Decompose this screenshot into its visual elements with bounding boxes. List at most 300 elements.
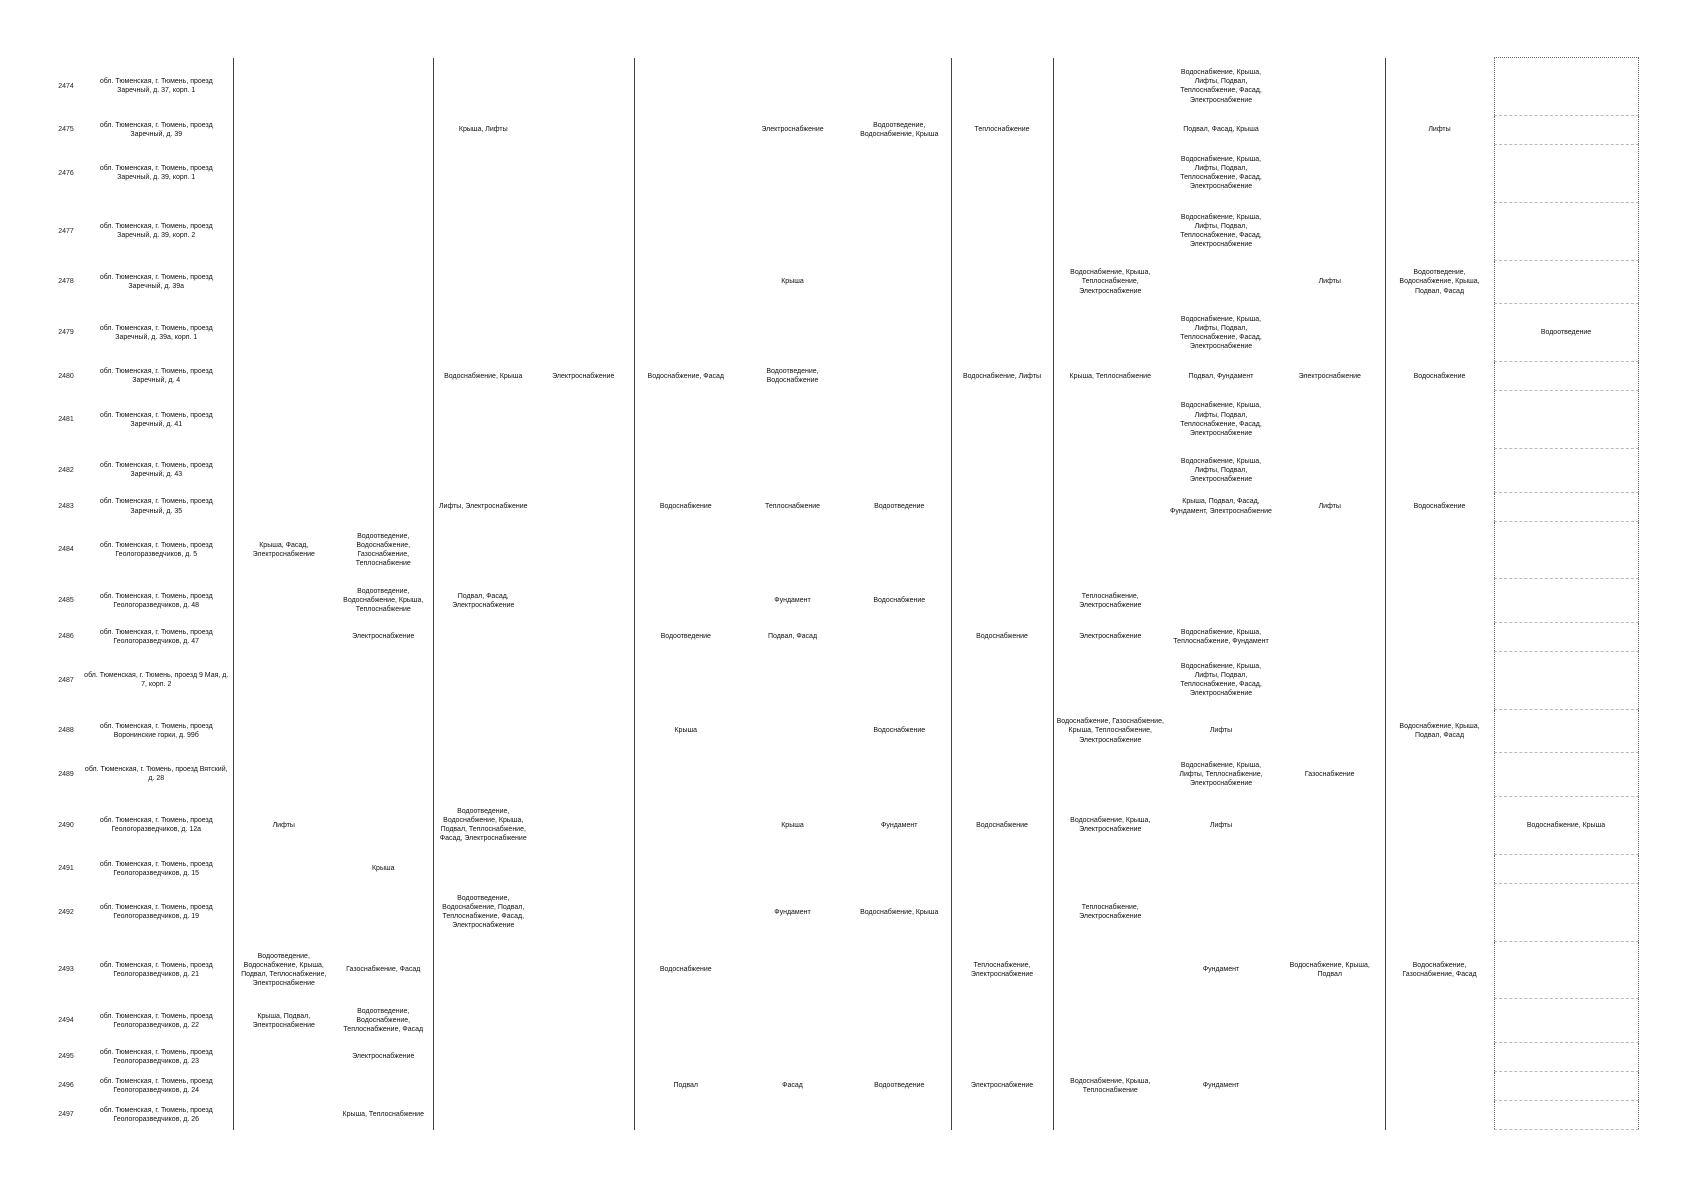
work-cell: [737, 709, 848, 752]
work-cell: [233, 449, 334, 492]
work-cell: [1275, 449, 1385, 492]
address-cell: обл. Тюменская, г. Тюмень, проезд Заречный, д. 37, корп. 1: [99, 78, 213, 95]
work-cell: Водоотведение, Водоснабжение, Крыша, Подвал, Теплоснабжение, Фасад, Электроснабжение: [433, 796, 533, 854]
work-cell: [1385, 796, 1494, 854]
work-cell: [1167, 521, 1275, 579]
work-cell: Водоснабжение, Крыша, Лифты, Теплоснабжение, Электроснабжение: [1179, 761, 1263, 788]
address-cell: обл. Тюменская, г. Тюмень, проезд Заречный, д. 43: [99, 462, 213, 479]
work-cell: [533, 492, 634, 521]
work-cell: [1167, 1100, 1275, 1129]
work-cell: [1385, 622, 1494, 651]
work-cell: Крыша: [781, 821, 804, 829]
work-cell: [634, 753, 737, 796]
table-row: [52, 941, 1638, 999]
work-cell: Водоснабжение, Крыша: [433, 362, 533, 391]
work-cell: [334, 304, 433, 362]
work-cell: [951, 753, 1053, 796]
address-cell: обл. Тюменская, г. Тюмень, проезд Геологоразведчиков, д. 47: [99, 628, 213, 645]
work-cell: [634, 1100, 737, 1129]
work-cell: [1385, 651, 1494, 709]
work-cell: [334, 753, 433, 796]
work-cell: [848, 521, 951, 579]
work-cell: Водоснабжение: [634, 492, 737, 521]
work-cell: Крыша, Лифты: [433, 115, 533, 144]
work-cell: Крыша: [634, 709, 737, 752]
work-cell: Водоотведение, Водоснабжение, Крыша, Подвал, Теплоснабжение, Электроснабжение: [233, 941, 334, 999]
work-cell: [334, 115, 433, 144]
work-cell: [1275, 854, 1385, 883]
work-cell: [533, 651, 634, 709]
address-cell: обл. Тюменская, г. Тюмень, проезд Заречный, д. 39, корп. 2: [99, 223, 213, 240]
work-cell: Водоснабжение: [873, 597, 926, 605]
work-cell: [634, 521, 737, 579]
work-cell: Водоснабжение, Крыша, Лифты, Подвал, Теплоснабжение, Фасад, Электроснабжение: [1180, 156, 1262, 191]
work-cell: [634, 144, 737, 202]
work-cell: [533, 579, 634, 622]
work-cell: [233, 58, 334, 116]
work-cell: Водоснабжение, Крыша, Подвал: [1289, 961, 1370, 979]
row-number: 2496: [58, 1082, 74, 1090]
work-cell: Теплоснабжение: [951, 115, 1053, 144]
work-cell: [1053, 492, 1167, 521]
work-cell: [951, 260, 1053, 303]
work-cell: [1053, 304, 1167, 362]
work-cell: Электроснабжение: [352, 1053, 415, 1061]
row-number: 2486: [58, 633, 74, 641]
work-cell: Водоотведение, Водоснабжение, Подвал, Теплоснабжение, Фасад, Электроснабжение: [433, 883, 533, 941]
address-cell: обл. Тюменская, г. Тюмень, проезд Геологоразведчиков, д. 12а: [99, 817, 213, 834]
work-cell: [533, 202, 634, 260]
work-cell: [1275, 796, 1385, 854]
table-row: [52, 796, 1638, 854]
work-cell: [1275, 58, 1385, 116]
work-cell: [634, 999, 737, 1042]
work-cell: [233, 1042, 334, 1071]
address-cell: обл. Тюменская, г. Тюмень, проезд Геологоразведчиков, д. 21: [99, 961, 213, 979]
work-cell: [1494, 883, 1638, 941]
work-cell: Лифты: [233, 796, 334, 854]
work-cell: [433, 854, 533, 883]
work-cell: Электроснабжение: [951, 1071, 1053, 1100]
work-cell: [1275, 202, 1385, 260]
work-cell: Водоотведение: [874, 1082, 925, 1090]
work-cell: [1275, 1100, 1385, 1129]
work-cell: [1167, 260, 1275, 303]
work-cell: [233, 304, 334, 362]
work-cell: Водоснабжение: [634, 941, 737, 999]
work-cell: [1053, 651, 1167, 709]
work-cell: Водоснабжение, Крыша, Лифты, Подвал, Теплоснабжение, Фасад, Электроснабжение: [1180, 315, 1262, 350]
work-cell: [848, 391, 951, 449]
work-cell: [1385, 391, 1494, 449]
work-cell: [433, 941, 533, 999]
work-cell: Водоснабжение: [1385, 492, 1494, 521]
work-cell: [634, 58, 737, 116]
work-cell: [1494, 941, 1638, 999]
work-cell: [533, 622, 634, 651]
row-number: 2484: [58, 546, 74, 554]
work-cell: [334, 709, 433, 752]
work-cell: [533, 58, 634, 116]
work-cell: [533, 1100, 634, 1129]
work-cell: [233, 492, 334, 521]
work-cell: [233, 1071, 334, 1100]
work-cell: [334, 492, 433, 521]
work-cell: Крыша, Фасад, Электроснабжение: [233, 521, 334, 579]
work-cell: [848, 202, 951, 260]
work-cell: Водоснабжение, Фасад: [634, 362, 737, 391]
work-cell: [233, 709, 334, 752]
work-cell: [433, 999, 533, 1042]
work-cell: Подвал, Фундамент: [1188, 372, 1254, 380]
work-cell: [433, 651, 533, 709]
work-cell: [533, 941, 634, 999]
table-row: [52, 115, 1638, 144]
address-cell: обл. Тюменская, г. Тюмень, проезд Геологоразведчиков, д. 22: [99, 1012, 213, 1029]
table-row: [52, 709, 1638, 752]
row-number: 2480: [58, 372, 74, 380]
work-cell: [1275, 579, 1385, 622]
work-cell: [737, 449, 848, 492]
work-cell: Водоснабжение, Крыша, Теплоснабжение, Электроснабжение: [1053, 260, 1167, 303]
work-cell: [848, 304, 951, 362]
work-cell: Теплоснабжение, Электроснабжение: [1053, 883, 1167, 941]
work-cell: [1385, 144, 1494, 202]
work-cell: [233, 115, 334, 144]
repair-schedule-table: [52, 57, 1639, 1130]
work-cell: [1385, 1100, 1494, 1129]
work-cell: Водоснабжение, Крыша: [1494, 796, 1638, 854]
work-cell: Водоотведение, Водоснабжение, Крыша: [860, 121, 939, 138]
work-cell: [737, 651, 848, 709]
work-cell: [1275, 115, 1385, 144]
work-cell: [1494, 115, 1638, 144]
address-cell: обл. Тюменская, г. Тюмень, проезд Заречный, д. 39а: [99, 273, 213, 290]
table-row: [52, 1100, 1638, 1129]
work-cell: [737, 999, 848, 1042]
work-cell: [233, 622, 334, 651]
address-cell: обл. Тюменская, г. Тюмень, проезд Геологоразведчиков, д. 24: [99, 1077, 213, 1094]
table-row: [52, 622, 1638, 651]
work-cell: Водоотведение, Водоснабжение, Крыша, Подвал, Фасад: [1385, 260, 1494, 303]
work-cell: [951, 304, 1053, 362]
work-cell: Фундамент: [774, 597, 811, 605]
work-cell: [533, 796, 634, 854]
work-cell: [1494, 854, 1638, 883]
work-cell: [951, 999, 1053, 1042]
work-cell: [334, 391, 433, 449]
work-cell: [737, 1100, 848, 1129]
work-cell: [1053, 449, 1167, 492]
row-number: 2476: [58, 169, 74, 177]
work-cell: [1275, 883, 1385, 941]
work-cell: [737, 941, 848, 999]
work-cell: Водоснабжение, Крыша, Подвал, Фасад: [1385, 709, 1494, 752]
work-cell: [634, 260, 737, 303]
work-cell: [634, 796, 737, 854]
table-row: [52, 144, 1638, 202]
work-cell: Электроснабжение: [1298, 372, 1361, 380]
spreadsheet-page: [52, 57, 1638, 1130]
work-cell: Теплоснабжение, Электроснабжение: [1053, 579, 1167, 622]
work-cell: [1385, 202, 1494, 260]
work-cell: [634, 651, 737, 709]
work-cell: [433, 521, 533, 579]
work-cell: [533, 144, 634, 202]
work-cell: [1385, 304, 1494, 362]
work-cell: Водоснабжение, Крыша: [860, 908, 939, 916]
row-number: 2491: [58, 865, 74, 873]
work-cell: [334, 202, 433, 260]
row-number: 2485: [58, 597, 74, 605]
work-cell: [334, 144, 433, 202]
work-cell: Крыша, Теплоснабжение: [342, 1111, 424, 1119]
work-cell: [634, 854, 737, 883]
work-cell: [737, 391, 848, 449]
work-cell: [634, 579, 737, 622]
work-cell: [433, 1100, 533, 1129]
work-cell: [848, 854, 951, 883]
work-cell: [1494, 1042, 1638, 1071]
address-cell: обл. Тюменская, г. Тюмень, проезд Заречный, д. 41: [99, 411, 213, 428]
work-cell: [1167, 854, 1275, 883]
row-number: 2475: [58, 126, 74, 134]
table-row: [52, 260, 1638, 303]
work-cell: Водоотведение, Водоснабжение, Теплоснабжение, Фасад: [343, 1008, 424, 1034]
work-cell: [848, 753, 951, 796]
work-cell: Лифты: [1318, 502, 1341, 510]
row-number: 2482: [58, 466, 74, 474]
work-cell: [951, 58, 1053, 116]
work-cell: [1053, 115, 1167, 144]
work-cell: [1385, 1042, 1494, 1071]
work-cell: [848, 144, 951, 202]
work-cell: Водоотведение: [634, 622, 737, 651]
work-cell: [1053, 1042, 1167, 1071]
table-row: [52, 391, 1638, 449]
work-cell: Подвал: [634, 1071, 737, 1100]
work-cell: [1275, 144, 1385, 202]
work-cell: [1385, 58, 1494, 116]
work-cell: [1494, 651, 1638, 709]
work-cell: [1167, 999, 1275, 1042]
work-cell: [1494, 1071, 1638, 1100]
work-cell: Газоснабжение, Фасад: [346, 966, 421, 974]
work-cell: [951, 854, 1053, 883]
work-cell: [737, 304, 848, 362]
table-row: [52, 579, 1638, 622]
work-cell: Водоснабжение, Газоснабжение, Крыша, Теплоснабжение, Электроснабжение: [1053, 709, 1167, 752]
table-row: [52, 1071, 1638, 1100]
work-cell: [1053, 58, 1167, 116]
work-cell: [433, 260, 533, 303]
work-cell: [334, 796, 433, 854]
work-cell: Водоснабжение: [873, 727, 926, 735]
work-cell: Электроснабжение: [761, 126, 824, 134]
work-cell: [848, 651, 951, 709]
work-cell: [848, 362, 951, 391]
work-cell: [1385, 883, 1494, 941]
work-cell: Водоснабжение: [951, 796, 1053, 854]
work-cell: [433, 709, 533, 752]
work-cell: Водоотведение, Водоснабжение, Газоснабжение, Теплоснабжение: [355, 532, 411, 568]
work-cell: [951, 883, 1053, 941]
work-cell: [1275, 709, 1385, 752]
work-cell: [951, 651, 1053, 709]
work-cell: [1167, 579, 1275, 622]
row-number: 2479: [58, 329, 74, 337]
work-cell: [1385, 854, 1494, 883]
work-cell: Водоснабжение, Крыша, Теплоснабжение, Фундамент: [1173, 628, 1269, 645]
work-cell: Фундамент: [1202, 1082, 1240, 1090]
work-cell: [1494, 260, 1638, 303]
table-row: [52, 999, 1638, 1042]
work-cell: Лифты, Электроснабжение: [433, 492, 533, 521]
work-cell: [848, 622, 951, 651]
work-cell: [1494, 753, 1638, 796]
work-cell: [233, 883, 334, 941]
work-cell: Лифты: [1385, 115, 1494, 144]
work-cell: Электроснабжение: [1053, 622, 1167, 651]
work-cell: Лифты: [1209, 821, 1233, 829]
work-cell: [951, 144, 1053, 202]
work-cell: [533, 709, 634, 752]
work-cell: [334, 362, 433, 391]
work-cell: [533, 999, 634, 1042]
work-cell: [433, 622, 533, 651]
work-cell: [533, 854, 634, 883]
row-number: 2477: [58, 227, 74, 235]
table-row: [52, 202, 1638, 260]
work-cell: [1053, 854, 1167, 883]
work-cell: Электроснабжение: [352, 633, 415, 641]
work-cell: Крыша, Подвал, Фасад, Фундамент, Электроснабжение: [1170, 498, 1272, 515]
work-cell: [1275, 521, 1385, 579]
work-cell: [737, 521, 848, 579]
work-cell: [737, 1042, 848, 1071]
work-cell: [634, 449, 737, 492]
work-cell: [1385, 1071, 1494, 1100]
work-cell: [634, 883, 737, 941]
work-cell: [951, 391, 1053, 449]
work-cell: [1167, 883, 1275, 941]
work-cell: [1053, 144, 1167, 202]
work-cell: [334, 260, 433, 303]
work-cell: [233, 651, 334, 709]
work-cell: [634, 391, 737, 449]
work-cell: Теплоснабжение, Электроснабжение: [951, 941, 1053, 999]
work-cell: [737, 753, 848, 796]
work-cell: [334, 449, 433, 492]
work-cell: [334, 58, 433, 116]
work-cell: [848, 941, 951, 999]
work-cell: Подвал, Фасад, Электроснабжение: [433, 579, 533, 622]
address-cell: обл. Тюменская, г. Тюмень, проезд Воронинские горки, д. 99б: [99, 722, 213, 740]
table-row: [52, 58, 1638, 116]
work-cell: [737, 144, 848, 202]
work-cell: Водоснабжение: [1385, 362, 1494, 391]
work-cell: [533, 260, 634, 303]
work-cell: [848, 260, 951, 303]
work-cell: Электроснабжение: [552, 372, 615, 380]
work-cell: Лифты: [1209, 727, 1233, 735]
work-cell: [1494, 709, 1638, 752]
table-row: [52, 1042, 1638, 1071]
work-cell: [334, 651, 433, 709]
work-cell: [1053, 753, 1167, 796]
work-cell: [1275, 622, 1385, 651]
address-cell: обл. Тюменская, г. Тюмень, проезд Заречный, д. 39: [99, 121, 213, 138]
work-cell: [1494, 999, 1638, 1042]
work-cell: [233, 579, 334, 622]
address-cell: обл. Тюменская, г. Тюмень, проезд Заречный, д. 35: [99, 498, 213, 515]
work-cell: [1275, 304, 1385, 362]
work-cell: [1053, 1100, 1167, 1129]
work-cell: [848, 999, 951, 1042]
work-cell: [848, 1042, 951, 1071]
work-cell: Водоснабжение: [951, 622, 1053, 651]
work-cell: [634, 202, 737, 260]
table-row: [52, 492, 1638, 521]
row-number: 2488: [58, 727, 74, 735]
work-cell: [233, 1100, 334, 1129]
work-cell: [1385, 579, 1494, 622]
address-cell: обл. Тюменская, г. Тюмень, проезд 9 Мая, д. 7, корп. 2: [84, 672, 229, 689]
work-cell: Водоснабжение, Крыша, Электроснабжение: [1053, 796, 1167, 854]
work-cell: [951, 1100, 1053, 1129]
table-row: [52, 883, 1638, 941]
work-cell: Подвал, Фасад: [767, 633, 818, 641]
address-cell: обл. Тюменская, г. Тюмень, проезд Геологоразведчиков, д. 23: [99, 1048, 213, 1065]
work-cell: [1494, 579, 1638, 622]
work-cell: Крыша, Теплоснабжение: [1053, 362, 1167, 391]
work-cell: [1494, 391, 1638, 449]
work-cell: Водоотведение: [874, 502, 925, 510]
work-cell: Теплоснабжение: [764, 502, 821, 510]
row-number: 2483: [58, 502, 74, 510]
row-number: 2481: [58, 416, 74, 424]
row-number: 2490: [58, 821, 74, 829]
work-cell: [1385, 999, 1494, 1042]
work-cell: [1275, 651, 1385, 709]
work-cell: Водоотведение, Водоснабжение, Крыша, Теплоснабжение: [343, 588, 424, 614]
work-cell: [533, 449, 634, 492]
work-cell: [634, 1042, 737, 1071]
work-cell: Водоотведение, Водоснабжение: [766, 368, 819, 385]
work-cell: Подвал, Фасад, Крыша: [1183, 126, 1259, 134]
row-number: 2478: [58, 278, 74, 286]
work-cell: [233, 753, 334, 796]
work-cell: Лифты: [1318, 278, 1341, 286]
row-number: 2487: [58, 676, 74, 684]
work-cell: [1385, 753, 1494, 796]
table-row: [52, 651, 1638, 709]
work-cell: [1275, 999, 1385, 1042]
work-cell: Водоснабжение, Газоснабжение, Фасад: [1385, 941, 1494, 999]
work-cell: [951, 492, 1053, 521]
row-number: 2494: [58, 1017, 74, 1025]
work-cell: [1053, 999, 1167, 1042]
work-cell: Фундамент: [774, 908, 811, 916]
work-cell: [848, 58, 951, 116]
work-cell: [737, 854, 848, 883]
work-cell: [1494, 449, 1638, 492]
work-cell: Водоснабжение, Крыша, Лифты, Подвал, Теплоснабжение, Фасад, Электроснабжение: [1180, 69, 1262, 104]
work-cell: [334, 883, 433, 941]
work-cell: Водоснабжение, Лифты: [951, 362, 1053, 391]
work-cell: [533, 391, 634, 449]
table-row: [52, 521, 1638, 579]
